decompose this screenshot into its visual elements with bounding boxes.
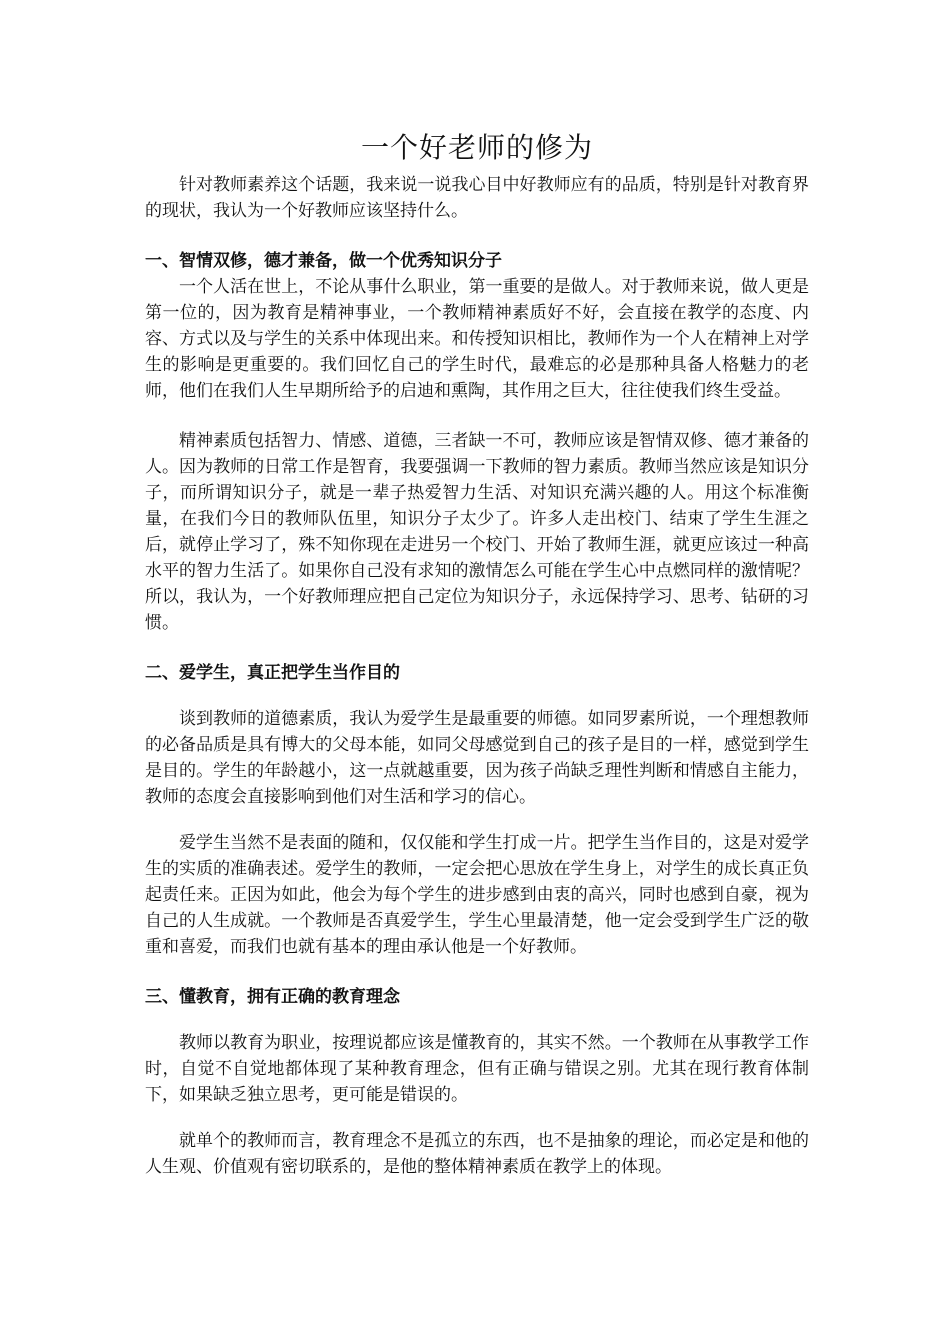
section-3-paragraph-2: 就单个的教师而言，教育理念不是孤立的东西，也不是抽象的理论，而必定是和他的人生观、价值观有密切联系的，是他的整体精神素质在教学上的体现。: [145, 1131, 809, 1177]
section-3-paragraph-1: 教师以教育为职业，按理说都应该是懂教育的，其实不然。一个教师在从事教学工作时，自觉不自觉地都体现了某种教育理念，但有正确与错误之别。尤其在现行教育体制下，如果缺乏独立思考，更可能是错误的。: [145, 1033, 809, 1105]
spacer: [145, 810, 809, 830]
spacer: [145, 960, 809, 984]
document-title: 一个好老师的修为: [360, 131, 593, 164]
spacer: [145, 1108, 809, 1128]
spacer: [145, 224, 809, 248]
section-2-paragraph-2: 爱学生当然不是表面的随和，仅仅能和学生打成一片。把学生当作目的，这是对爱学生的实质的准确表述。爱学生的教师，一定会把心思放在学生身上，对学生的成长真正负起责任来。正因为如此，他会为每个学生的进步感到由衷的高兴，同时也感到自豪，视为自己的人生成就。一个教师是否真爱学生，学生心里最清楚，他一定会受到学生广泛的敬重和喜爱，而我们也就有基本的理由承认他是一个好教师。: [145, 833, 809, 957]
section-1-paragraph-1: 一个人活在世上，不论从事什么职业，第一重要的是做人。对于教师来说，做人更是第一位的，因为教育是精神事业，一个教师精神素质好不好，会直接在教学的态度、内容、方式以及与学生的关系中体现出来。和传授知识相比，教师作为一个人在精神上对学生的影响是更重要的。我们回忆自己的学生时代，最难忘的必是那种具备人格魅力的老师，他们在我们人生早期所给予的启迪和熏陶，其作用之巨大，往往使我们终生受益。: [145, 277, 809, 401]
intro-paragraph: 针对教师素养这个话题，我来说一说我心目中好教师应有的品质，特别是针对教育界的现状，我认为一个好教师应该坚持什么。: [145, 175, 809, 221]
spacer: [145, 1010, 809, 1030]
spacer: [145, 686, 809, 706]
section-3-heading: 三、懂教育，拥有正确的教育理念: [145, 987, 400, 1007]
spacer: [145, 636, 809, 660]
section-1-heading: 一、智情双修，德才兼备，做一个优秀知识分子: [145, 251, 502, 271]
section-1-paragraph-2: 精神素质包括智力、情感、道德，三者缺一不可，教师应该是智情双修、德才兼备的人。因为教师的日常工作是智育，我要强调一下教师的智力素质。教师当然应该是知识分子，而所谓知识分子，就是一辈子热爱智力生活、对知识充满兴趣的人。用这个标准衡量，在我们今日的教师队伍里，知识分子太少了。许多人走出校门、结束了学生生涯之后，就停止学习了，殊不知你现在走进另一个校门、开始了教师生涯，就更应该过一种高水平的智力生活了。如果你自己没有求知的激情怎么可能在学生心中点燃同样的激情呢？所以，我认为，一个好教师理应把自己定位为知识分子，永远保持学习、思考、钻研的习惯。: [145, 431, 809, 633]
section-2-paragraph-1: 谈到教师的道德素质，我认为爱学生是最重要的师德。如同罗素所说，一个理想教师的必备品质是具有博大的父母本能，如同父母感觉到自己的孩子是目的一样，感觉到学生是目的。学生的年龄越小，这一点就越重要，因为孩子尚缺乏理性判断和情感自主能力，教师的态度会直接影响到他们对生活和学习的信心。: [145, 709, 809, 807]
section-2-heading: 二、爱学生，真正把学生当作目的: [145, 663, 400, 683]
spacer: [145, 404, 809, 428]
document-page: [145, 128, 809, 1180]
